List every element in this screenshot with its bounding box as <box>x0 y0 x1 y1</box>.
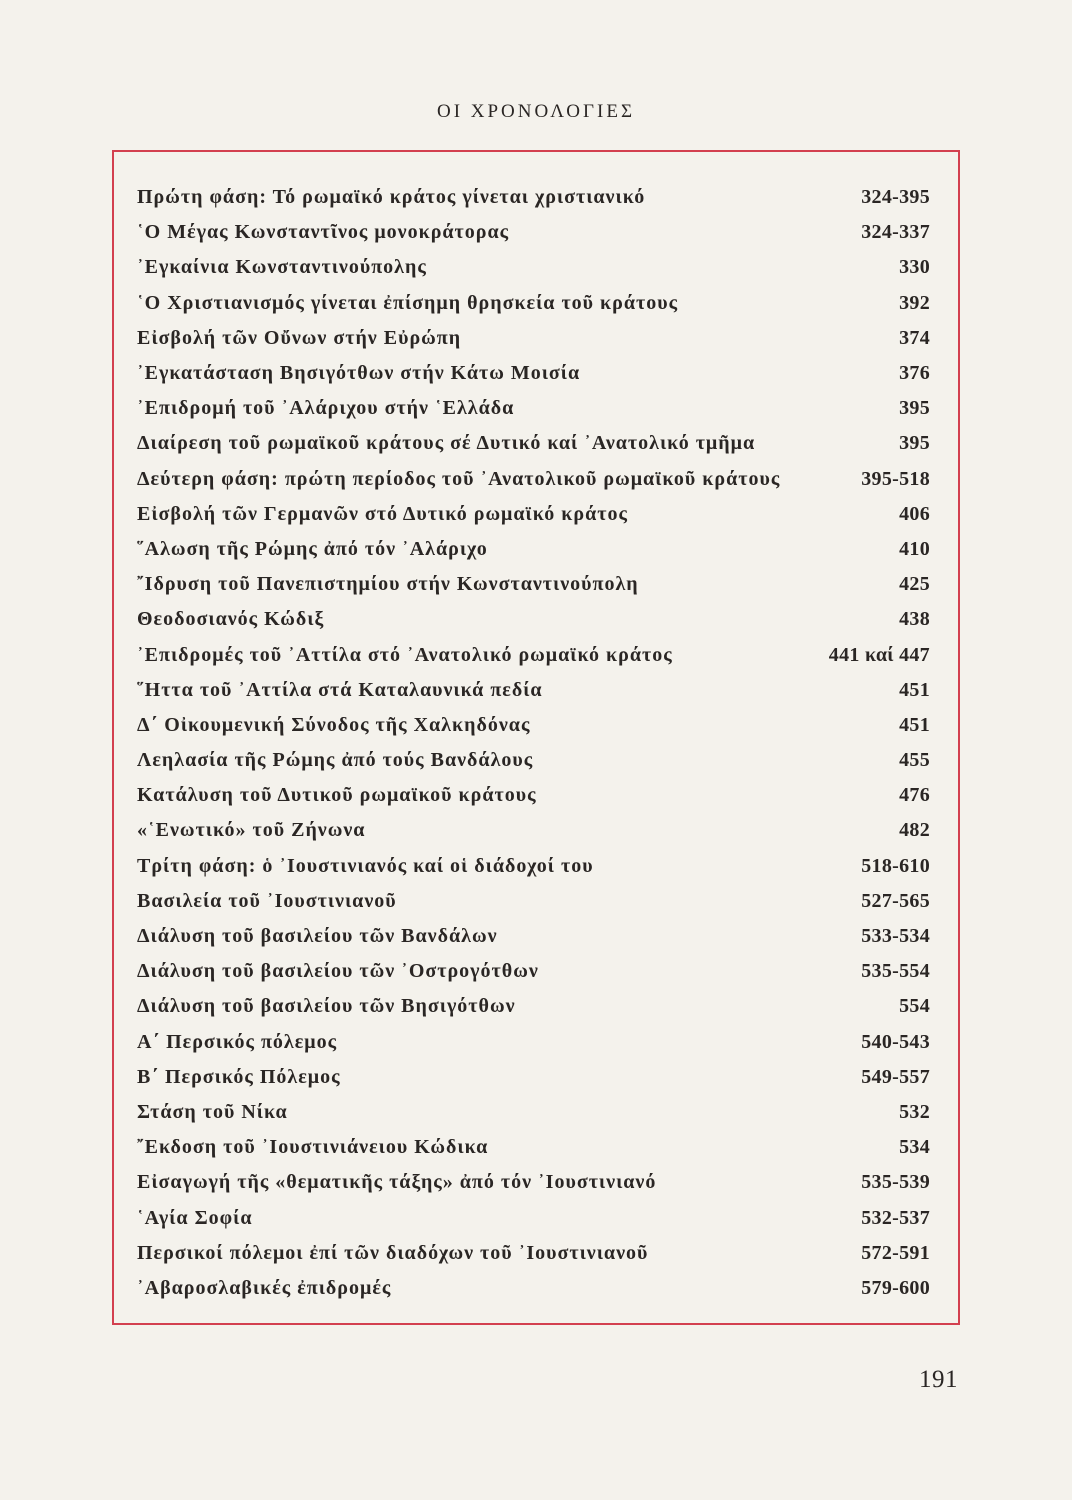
chronology-row <box>137 778 930 813</box>
event-date: 455 <box>899 749 930 772</box>
chronology-row <box>137 602 930 637</box>
event-date: 324-395 <box>861 186 930 209</box>
event-date: 549-557 <box>861 1065 930 1088</box>
event-date: 532 <box>899 1100 930 1123</box>
event-date: 330 <box>899 256 930 279</box>
event-date: 579-600 <box>861 1276 930 1299</box>
chronology-row <box>137 1165 930 1200</box>
chronology-row <box>137 708 930 743</box>
event-date: 482 <box>899 819 930 842</box>
event-label: ῞Αλωση τῆς Ρώμης ἀπό τόν ᾿Αλάριχο <box>137 537 488 560</box>
event-date: 395-518 <box>861 467 930 490</box>
chronology-row <box>137 567 930 602</box>
event-label: Βασιλεία τοῦ ᾿Ιουστινιανοῦ <box>137 889 397 912</box>
event-date: 451 <box>899 713 930 736</box>
event-label: ῞Ηττα τοῦ ᾿Αττίλα στά Καταλαυνικά πεδία <box>137 678 543 701</box>
event-label: Στάση τοῦ Νίκα <box>137 1100 288 1123</box>
event-date: 438 <box>899 608 930 631</box>
event-date: 376 <box>899 362 930 385</box>
event-date: 533-534 <box>861 925 930 948</box>
event-date: 518-610 <box>861 854 930 877</box>
chronology-row <box>137 637 930 672</box>
event-label: ᾿Αβαροσλαβικές ἐπιδρομές <box>137 1276 392 1299</box>
event-label: Α΄ Περσικός πόλεμος <box>137 1030 338 1053</box>
event-label: Εἰσβολή τῶν Γερμανῶν στό Δυτικό ρωμαϊκό κράτος <box>137 502 628 525</box>
chronology-row <box>137 1200 930 1235</box>
event-label: Διάλυση τοῦ βασιλείου τῶν Βανδάλων <box>137 925 498 948</box>
chronology-row <box>137 250 930 285</box>
event-date: 540-543 <box>861 1030 930 1053</box>
chronology-row <box>137 1130 930 1165</box>
event-label: ῾Ο Χριστιανισμός γίνεται ἐπίσημη θρησκεία τοῦ κράτους <box>137 291 679 314</box>
event-label: ῎Εκδοση τοῦ ᾿Ιουστινιάνειου Κώδικα <box>137 1136 489 1159</box>
event-date: 374 <box>899 326 930 349</box>
event-label: Δεύτερη φάση: πρώτη περίοδος τοῦ ᾿Ανατολικοῦ ρωμαϊκοῦ κράτους <box>137 467 781 490</box>
event-date: 532-537 <box>861 1206 930 1229</box>
event-date: 441 καί 447 <box>828 643 930 666</box>
chronology-row <box>137 321 930 356</box>
chronology-row <box>137 286 930 321</box>
chronology-row <box>137 497 930 532</box>
event-label: Τρίτη φάση: ὁ ᾿Ιουστινιανός καί οἱ διάδοχοί του <box>137 854 594 877</box>
event-date: 534 <box>899 1136 930 1159</box>
event-date: 572-591 <box>861 1241 930 1264</box>
event-label: Κατάλυση τοῦ Δυτικοῦ ρωμαϊκοῦ κράτους <box>137 784 537 807</box>
event-label: ᾿Εγκαίνια Κωνσταντινούπολης <box>137 256 427 279</box>
event-date: 535-539 <box>861 1171 930 1194</box>
chronology-row <box>137 1025 930 1060</box>
running-head: ΟΙ ΧΡΟΝΟΛΟΓΙΕΣ <box>436 101 636 122</box>
event-label: Θεοδοσιανός Κώδιξ <box>137 608 325 631</box>
chronology-row <box>137 989 930 1024</box>
event-label: Περσικοί πόλεμοι ἐπί τῶν διαδόχων τοῦ ᾿Ιουστινιανοῦ <box>137 1241 649 1264</box>
chronology-row <box>137 1095 930 1130</box>
chronology-row <box>137 356 930 391</box>
chronology-row <box>137 884 930 919</box>
chronology-row <box>137 391 930 426</box>
event-label: Λεηλασία τῆς Ρώμης ἀπό τούς Βανδάλους <box>137 749 534 772</box>
chronology-row <box>137 849 930 884</box>
event-label: Δ΄ Οἰκουμενική Σύνοδος τῆς Χαλκηδόνας <box>137 713 531 736</box>
event-label: ῾Ο Μέγας Κωνσταντῖνος μονοκράτορας <box>137 221 510 244</box>
event-label: Διάλυση τοῦ βασιλείου τῶν ᾿Οστρογότθων <box>137 960 539 983</box>
event-label: ᾿Επιδρομές τοῦ ᾿Αττίλα στό ᾿Ανατολικό ρωμαϊκό κράτος <box>137 643 673 666</box>
page-number: 191 <box>919 1366 958 1393</box>
chronology-row <box>137 426 930 461</box>
chronology-row <box>137 532 930 567</box>
chronology-row <box>137 462 930 497</box>
chronology-row <box>137 180 930 215</box>
event-date: 535-554 <box>861 960 930 983</box>
chronology-row <box>137 919 930 954</box>
chronology-row <box>137 813 930 848</box>
chronology-row <box>137 743 930 778</box>
event-date: 395 <box>899 432 930 455</box>
event-label: Διαίρεση τοῦ ρωμαϊκοῦ κράτους σέ Δυτικό καί ᾿Ανατολικό τμῆμα <box>137 432 756 455</box>
event-date: 392 <box>899 291 930 314</box>
event-date: 406 <box>899 502 930 525</box>
event-label: Β΄ Περσικός Πόλεμος <box>137 1065 341 1088</box>
chronology-row <box>137 1060 930 1095</box>
event-label: «῾Ενωτικό» τοῦ Ζήνωνα <box>137 819 366 842</box>
event-date: 324-337 <box>861 221 930 244</box>
event-date: 451 <box>899 678 930 701</box>
event-date: 395 <box>899 397 930 420</box>
chronology-row <box>137 1236 930 1271</box>
event-label: ῎Ιδρυση τοῦ Πανεπιστημίου στήν Κωνσταντινούπολη <box>137 573 639 596</box>
chronology-row <box>137 954 930 989</box>
chronology-list <box>137 180 930 1306</box>
event-label: ῾Αγία Σοφία <box>137 1206 253 1229</box>
event-date: 476 <box>899 784 930 807</box>
event-date: 527-565 <box>861 889 930 912</box>
event-label: Διάλυση τοῦ βασιλείου τῶν Βησιγότθων <box>137 995 516 1018</box>
event-date: 425 <box>899 573 930 596</box>
event-label: Πρώτη φάση: Τό ρωμαϊκό κράτος γίνεται χριστιανικό <box>137 186 646 209</box>
chronology-row <box>137 1271 930 1306</box>
event-label: Εἰσαγωγή τῆς «θεματικῆς τάξης» ἀπό τόν ᾿Ιουστινιανό <box>137 1171 657 1194</box>
event-date: 554 <box>899 995 930 1018</box>
event-label: Εἰσβολή τῶν Οὔνων στήν Εὐρώπη <box>137 326 462 349</box>
chronology-row <box>137 673 930 708</box>
event-label: ᾿Εγκατάσταση Βησιγότθων στήν Κάτω Μοισία <box>137 362 581 385</box>
event-label: ᾿Επιδρομή τοῦ ᾿Αλάριχου στήν ῾Ελλάδα <box>137 397 515 420</box>
event-date: 410 <box>899 537 930 560</box>
chronology-row <box>137 215 930 250</box>
